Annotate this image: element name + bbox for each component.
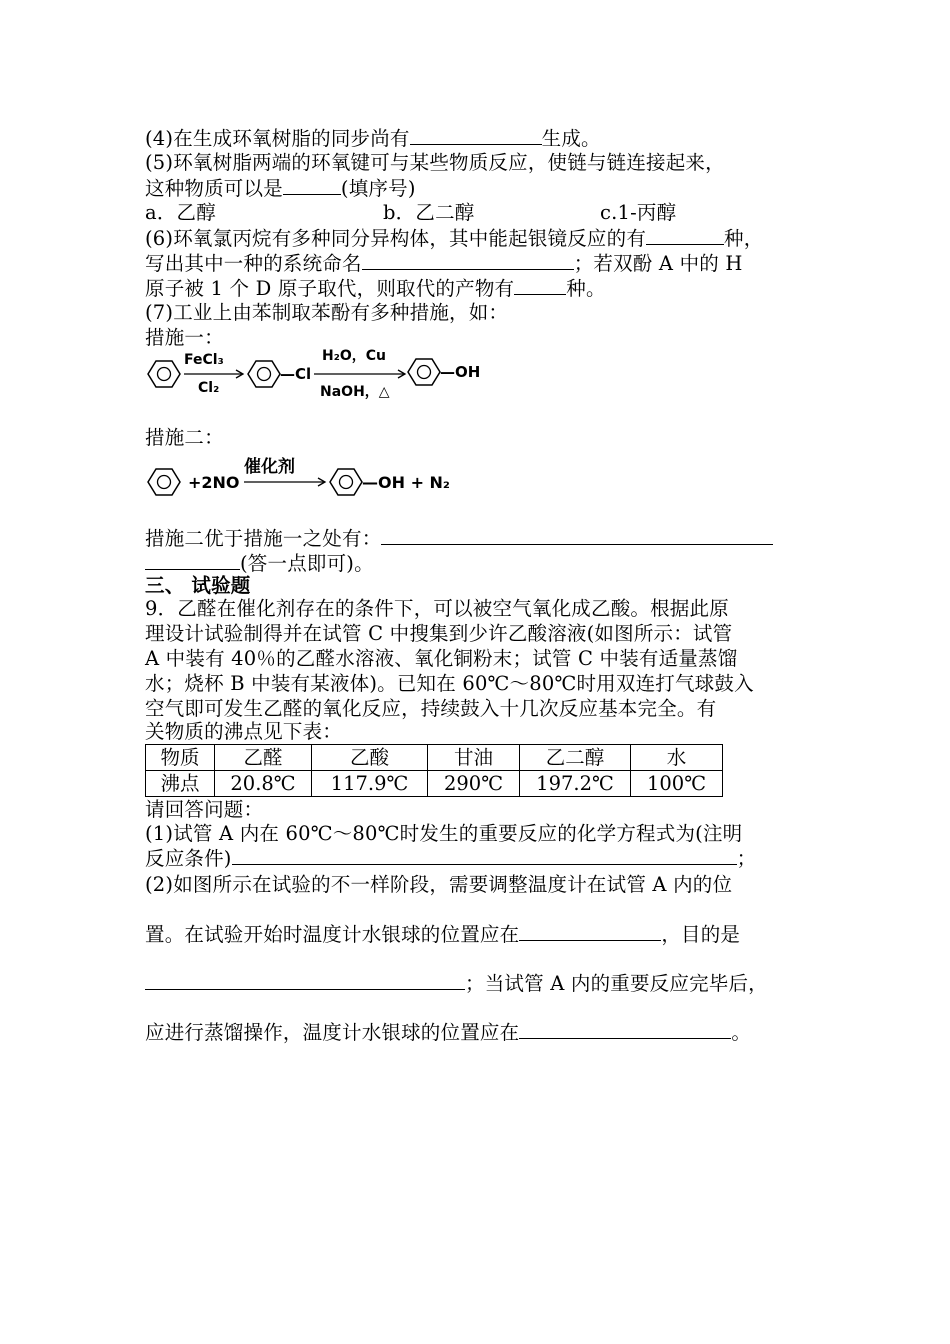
advantage-blank[interactable] — [381, 526, 773, 545]
q2-text-3: ；当试管 A 内的重要反应完毕后， — [465, 972, 768, 995]
q6-text: (6)环氧氯丙烷有多种同分异构体，其中能起银镜反应的有 — [145, 227, 647, 250]
table-cell: 乙醛 — [215, 745, 312, 771]
question-2-line1: (2)如图所示在试验的不一样阶段，需要调整温度计在试管 A 内的位 — [145, 873, 733, 896]
q5-line2 — [145, 176, 416, 201]
reagent-naoh-heat: NaOH，△ — [320, 384, 390, 400]
section-3-heading: 三、 试验题 — [145, 574, 251, 597]
table-row — [146, 771, 723, 797]
table-cell: 117.9℃ — [312, 771, 428, 797]
q5-blank[interactable] — [283, 176, 341, 195]
q2-text-4: 应进行蒸馏操作，温度计水银球的位置应在 — [145, 1021, 520, 1044]
table-cell: 沸点 — [146, 771, 215, 797]
q6-blank-3[interactable] — [514, 276, 566, 295]
q4-blank[interactable] — [410, 126, 542, 145]
table-cell: 290℃ — [428, 771, 520, 797]
option-a: a．乙醇 — [145, 201, 216, 224]
q6-text-end: 种， — [724, 227, 764, 250]
boiling-point-table — [145, 744, 723, 797]
q2-text-4-end: 。 — [731, 1021, 752, 1044]
reagent-no: +2NO — [188, 473, 240, 492]
advantage-line1 — [145, 526, 773, 551]
advantage-text: 措施二优于措施一之处有： — [145, 527, 382, 550]
method-2-product: —OH + N₂ — [362, 473, 450, 492]
q4-line — [145, 126, 601, 151]
method-2-scheme — [142, 450, 462, 504]
q1-text: 反应条件) — [145, 847, 232, 870]
q6-text-3-end: 种。 — [566, 277, 606, 300]
q6-blank-1[interactable] — [646, 226, 724, 245]
q2-text: 置。在试验开始时温度计水银球的位置应在 — [145, 923, 520, 946]
q2-blank-3[interactable] — [519, 1020, 731, 1039]
catalyst-label: 催化剂 — [244, 457, 295, 477]
question-2-line4 — [145, 1020, 751, 1045]
q9-para-6: 关物质的沸点见下表： — [145, 720, 343, 743]
question-2-line3 — [145, 971, 768, 996]
table-cell: 乙二醇 — [520, 745, 631, 771]
q6-text-2: 写出其中一种的系统命名 — [145, 252, 362, 275]
question-2-line2 — [145, 922, 740, 947]
q6-line3 — [145, 276, 606, 301]
benzene-ring-icon — [148, 361, 180, 387]
phenol-ring-icon — [408, 359, 440, 385]
reagent-h2o-cu: H₂O，Cu — [322, 348, 386, 364]
table-cell: 水 — [631, 745, 723, 771]
benzene-ring-icon — [148, 469, 180, 495]
q6-line2 — [145, 251, 743, 276]
option-c: c.1-丙醇 — [600, 201, 677, 224]
q6-text-2-end: ；若双酚 A 中的 H — [573, 252, 743, 275]
q5-text-end: (填序号) — [340, 177, 416, 200]
q9-para-2: 理设计试验制得并在试管 C 中搜集到少许乙酸溶液(如图所示：试管 — [145, 622, 733, 645]
advantage-line2 — [145, 551, 374, 576]
question-1-line2 — [145, 846, 756, 871]
questions-intro: 请回答问题： — [145, 798, 264, 821]
q5-text: 这种物质可以是 — [145, 177, 283, 200]
table-cell: 乙酸 — [312, 745, 428, 771]
question-1-line1: (1)试管 A 内在 60℃～80℃时发生的重要反应的化学方程式为(注明 — [145, 822, 743, 845]
method-1-scheme — [142, 344, 487, 402]
q9-para-1: 9．乙醛在催化剂存在的条件下，可以被空气氧化成乙酸。根据此原 — [145, 597, 729, 620]
q6-text-3: 原子被 1 个 D 原子取代，则取代的产物有 — [145, 277, 515, 300]
q1-blank[interactable] — [232, 846, 737, 865]
method-1-label: 措施一： — [145, 326, 224, 349]
q1-text-end: ； — [736, 847, 757, 870]
advantage-blank-2[interactable] — [145, 551, 240, 570]
chloro-group: —Cl — [280, 365, 312, 383]
table-cell: 物质 — [146, 745, 215, 771]
table-cell: 100℃ — [631, 771, 723, 797]
table-header-row — [146, 745, 723, 771]
phenol-ring-icon — [330, 469, 362, 495]
q9-para-4: 水；烧杯 B 中装有某液体)。已知在 60℃～80℃时用双连打气球鼓入 — [145, 672, 754, 695]
hydroxyl-group: —OH — [440, 363, 481, 381]
table-cell: 20.8℃ — [215, 771, 312, 797]
advantage-text-end: (答一点即可)。 — [240, 552, 374, 575]
reagent-fecl3: FeCl₃ — [184, 352, 224, 368]
q2-blank-1[interactable] — [519, 922, 661, 941]
q5-line1: (5)环氧树脂两端的环氧键可与某些物质反应，使链与链连接起来， — [145, 151, 725, 174]
q4-text-end: 生成。 — [541, 127, 601, 150]
q6-blank-2[interactable] — [362, 251, 574, 270]
q2-text-end: ，目的是 — [661, 923, 741, 946]
q9-para-3: A 中装有 40％的乙醛水溶液、氧化铜粉末；试管 C 中装有适量蒸馏 — [145, 647, 738, 670]
reagent-cl2: Cl₂ — [198, 380, 220, 396]
q2-blank-2[interactable] — [145, 971, 465, 990]
table-cell: 197.2℃ — [520, 771, 631, 797]
chlorobenzene-ring-icon — [248, 361, 280, 387]
q9-para-5: 空气即可发生乙醛的氧化反应，持续鼓入十几次反应基本完全。有 — [145, 697, 717, 720]
method-2-label: 措施二： — [145, 426, 224, 449]
table-cell: 甘油 — [428, 745, 520, 771]
q7-intro: (7)工业上由苯制取苯酚有多种措施，如： — [145, 301, 509, 324]
q4-text: (4)在生成环氧树脂的同步尚有 — [145, 127, 410, 150]
q6-line1 — [145, 226, 763, 251]
option-b: b．乙二醇 — [383, 201, 475, 224]
